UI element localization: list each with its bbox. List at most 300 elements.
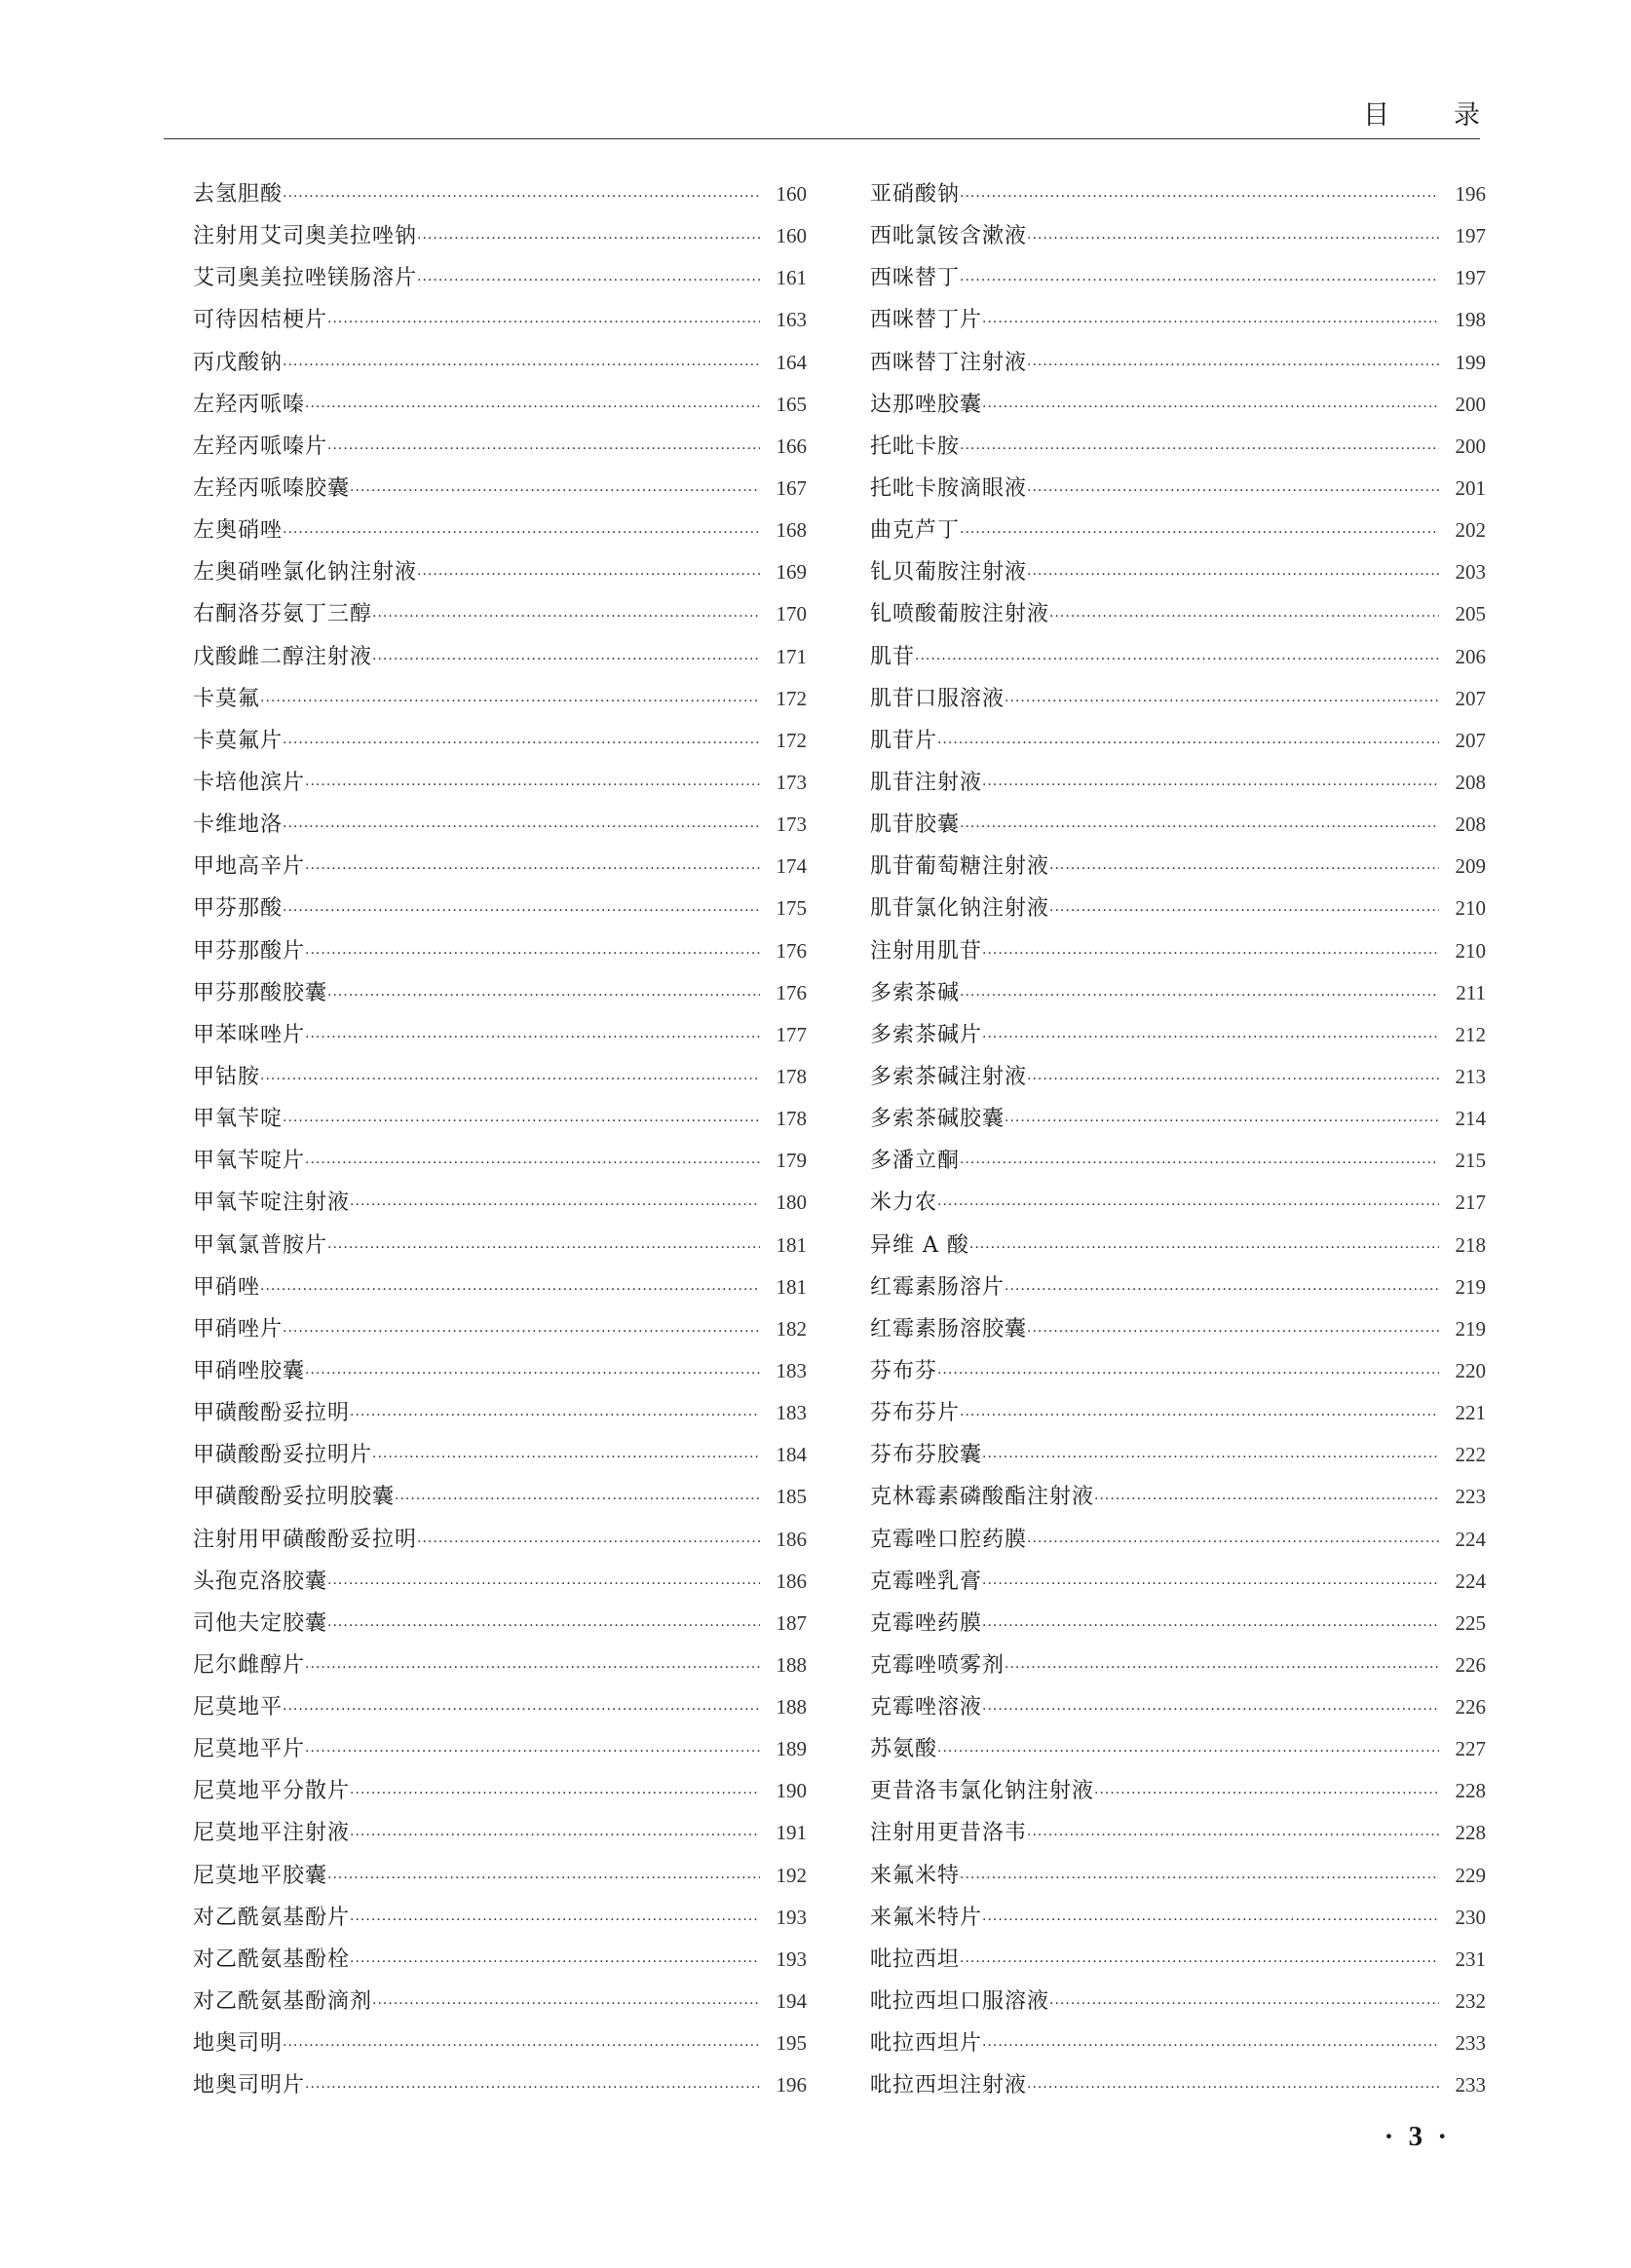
toc-entry bbox=[870, 215, 1486, 257]
toc-entry-page: 226 bbox=[1455, 1652, 1486, 1677]
toc-entry-page: 227 bbox=[1455, 1737, 1486, 1761]
toc-entry bbox=[193, 384, 807, 426]
toc-dot-leader bbox=[1027, 2067, 1439, 2109]
toc-entry bbox=[193, 1812, 807, 1854]
toc-dot-leader bbox=[1027, 345, 1439, 387]
toc-entry-title: 克霉唑喷雾剂 bbox=[870, 1652, 1005, 1678]
toc-entry-page: 179 bbox=[776, 1149, 807, 1173]
toc-entry-page: 197 bbox=[1455, 266, 1486, 290]
toc-entry-page: 218 bbox=[1455, 1232, 1486, 1257]
toc-dot-leader bbox=[283, 2025, 760, 2067]
toc-entry-title: 尼莫地平胶囊 bbox=[193, 1863, 328, 1888]
toc-dot-leader bbox=[305, 1017, 760, 1059]
toc-entry bbox=[870, 173, 1486, 215]
toc-entry-title: 芬布芬胶囊 bbox=[870, 1443, 983, 1468]
toc-entry-title: 肌苷胶囊 bbox=[870, 813, 961, 838]
toc-dot-leader bbox=[350, 1900, 760, 1942]
toc-entry-page: 188 bbox=[776, 1652, 807, 1677]
toc-dot-leader bbox=[350, 1773, 760, 1815]
toc-entry bbox=[193, 1728, 807, 1770]
toc-entry-page: 176 bbox=[776, 980, 807, 1004]
toc-entry-title: 甲芬那酸 bbox=[193, 896, 284, 922]
toc-dot-leader bbox=[1005, 1647, 1439, 1689]
toc-entry-page: 210 bbox=[1455, 938, 1486, 963]
toc-dot-leader bbox=[417, 260, 760, 302]
toc-entry bbox=[193, 551, 807, 593]
toc-entry-title: 托吡卡胺 bbox=[870, 434, 961, 459]
toc-entry-title: 戊酸雌二醇注射液 bbox=[193, 644, 373, 669]
toc-entry-title: 尼莫地平 bbox=[193, 1695, 284, 1720]
toc-dot-leader bbox=[305, 1731, 760, 1773]
toc-entry-page: 207 bbox=[1455, 728, 1486, 752]
toc-entry-title: 甲硝唑胶囊 bbox=[193, 1358, 306, 1383]
toc-entry-page: 233 bbox=[1455, 2073, 1486, 2098]
toc-entry-page: 177 bbox=[776, 1022, 807, 1046]
toc-entry-title: 钆贝葡胺注射液 bbox=[870, 560, 1028, 586]
toc-entry-title: 去氢胆酸 bbox=[193, 182, 284, 207]
toc-entry-page: 164 bbox=[776, 350, 807, 374]
toc-column-left bbox=[193, 173, 807, 2106]
toc-entry-page: 172 bbox=[776, 728, 807, 752]
toc-dot-leader bbox=[327, 302, 760, 344]
toc-entry-title: 卡维地洛 bbox=[193, 813, 284, 838]
toc-entry-title: 右酮洛芬氨丁三醇 bbox=[193, 602, 373, 627]
toc-entry bbox=[193, 1014, 807, 1056]
toc-entry bbox=[870, 1182, 1486, 1224]
toc-dot-leader bbox=[960, 1143, 1439, 1185]
toc-entry-title: 左奥硝唑氯化钠注射液 bbox=[193, 560, 418, 586]
toc-entry-page: 202 bbox=[1455, 518, 1486, 543]
toc-dot-leader bbox=[1027, 1059, 1439, 1101]
toc-dot-leader bbox=[260, 1269, 760, 1311]
toc-dot-leader bbox=[982, 1606, 1439, 1647]
toc-dot-leader bbox=[982, 302, 1439, 344]
toc-entry bbox=[870, 1350, 1486, 1392]
toc-entry-page: 230 bbox=[1455, 1905, 1486, 1929]
toc-entry-title: 多索茶碱注射液 bbox=[870, 1064, 1028, 1089]
toc-entry-page: 195 bbox=[776, 2031, 807, 2056]
toc-entry-title: 左羟丙哌嗪胶囊 bbox=[193, 475, 351, 501]
toc-entry bbox=[193, 1770, 807, 1812]
toc-entry-title: 芬布芬 bbox=[870, 1358, 938, 1383]
toc-entry-page: 190 bbox=[776, 1779, 807, 1803]
toc-entry bbox=[193, 720, 807, 762]
toc-entry-title: 西咪替丁 bbox=[870, 266, 961, 291]
toc-entry-title: 红霉素肠溶胶囊 bbox=[870, 1316, 1028, 1342]
toc-entry bbox=[193, 1266, 807, 1308]
toc-dot-leader bbox=[1027, 471, 1439, 512]
toc-dot-leader bbox=[982, 387, 1439, 429]
toc-entry bbox=[870, 2022, 1486, 2064]
toc-entry bbox=[193, 2022, 807, 2064]
toc-dot-leader bbox=[305, 765, 760, 807]
toc-dot-leader bbox=[982, 1689, 1439, 1731]
toc-entry bbox=[870, 1266, 1486, 1308]
toc-dot-leader bbox=[283, 512, 760, 554]
toc-dot-leader bbox=[372, 1437, 760, 1479]
toc-dot-leader bbox=[1027, 1815, 1439, 1857]
toc-dot-leader bbox=[305, 1353, 760, 1395]
toc-entry-page: 173 bbox=[776, 770, 807, 794]
toc-entry-page: 203 bbox=[1455, 560, 1486, 585]
toc-dot-leader bbox=[969, 1228, 1439, 1269]
toc-entry-title: 甲氧苄啶注射液 bbox=[193, 1191, 351, 1216]
toc-entry-page: 172 bbox=[776, 686, 807, 710]
toc-dot-leader bbox=[305, 933, 760, 975]
toc-entry bbox=[870, 762, 1486, 804]
toc-entry-title: 钆喷酸葡胺注射液 bbox=[870, 602, 1050, 627]
toc-dot-leader bbox=[305, 1143, 760, 1185]
toc-entry bbox=[870, 804, 1486, 846]
toc-entry bbox=[870, 1939, 1486, 1981]
toc-dot-leader bbox=[350, 1815, 760, 1857]
toc-entry-title: 卡莫氟片 bbox=[193, 728, 284, 753]
header-divider bbox=[164, 138, 1480, 139]
toc-entry bbox=[193, 1225, 807, 1266]
toc-entry bbox=[193, 257, 807, 299]
toc-entry bbox=[193, 1308, 807, 1350]
toc-entry-page: 178 bbox=[776, 1107, 807, 1131]
toc-dot-leader bbox=[960, 975, 1439, 1017]
toc-entry-page: 226 bbox=[1455, 1695, 1486, 1720]
toc-entry-page: 222 bbox=[1455, 1443, 1486, 1467]
toc-dot-leader bbox=[260, 681, 760, 723]
toc-dot-leader bbox=[283, 723, 760, 765]
toc-entry-title: 芬布芬片 bbox=[870, 1401, 961, 1426]
toc-entry bbox=[193, 299, 807, 341]
toc-entry bbox=[870, 299, 1486, 341]
toc-dot-leader bbox=[960, 1942, 1439, 1984]
toc-dot-leader bbox=[1027, 218, 1439, 260]
toc-entry-page: 199 bbox=[1455, 350, 1486, 374]
toc-entry-title: 注射用肌苷 bbox=[870, 938, 983, 964]
toc-entry bbox=[193, 468, 807, 510]
toc-dot-leader bbox=[327, 1228, 760, 1269]
toc-dot-leader bbox=[327, 1858, 760, 1900]
toc-entry bbox=[193, 1855, 807, 1897]
toc-entry bbox=[870, 1476, 1486, 1518]
toc-dot-leader bbox=[1094, 1773, 1439, 1815]
toc-entry-title: 甲氧苄啶 bbox=[193, 1107, 284, 1132]
toc-entry bbox=[193, 1056, 807, 1098]
toc-dot-leader bbox=[305, 2067, 760, 2109]
toc-dot-leader bbox=[283, 176, 760, 218]
toc-entry-title: 可待因桔梗片 bbox=[193, 308, 328, 333]
toc-dot-leader bbox=[982, 1437, 1439, 1479]
toc-dot-leader bbox=[327, 1564, 760, 1606]
toc-entry-page: 196 bbox=[776, 2073, 807, 2098]
toc-entry bbox=[193, 1350, 807, 1392]
toc-entry bbox=[193, 636, 807, 678]
toc-dot-leader bbox=[960, 429, 1439, 471]
toc-entry-page: 174 bbox=[776, 854, 807, 879]
toc-dot-leader bbox=[372, 639, 760, 681]
toc-dot-leader bbox=[982, 933, 1439, 975]
toc-entry-page: 193 bbox=[776, 1905, 807, 1929]
toc-entry-title: 来氟米特片 bbox=[870, 1905, 983, 1930]
toc-entry-title: 亚硝酸钠 bbox=[870, 182, 961, 207]
toc-entry-page: 173 bbox=[776, 813, 807, 837]
toc-dot-leader bbox=[937, 1353, 1439, 1395]
toc-entry-title: 甲钴胺 bbox=[193, 1064, 261, 1089]
toc-entry bbox=[193, 1434, 807, 1476]
toc-entry-title: 左奥硝唑 bbox=[193, 518, 284, 544]
toc-entry bbox=[870, 1981, 1486, 2022]
toc-entry-title: 尼莫地平注射液 bbox=[193, 1821, 351, 1846]
toc-entry-page: 201 bbox=[1455, 475, 1486, 500]
toc-entry bbox=[870, 1603, 1486, 1644]
toc-entry-page: 200 bbox=[1455, 392, 1486, 416]
toc-entry bbox=[193, 1561, 807, 1603]
toc-entry bbox=[870, 1686, 1486, 1728]
toc-entry-page: 161 bbox=[776, 266, 807, 290]
toc-entry bbox=[870, 1897, 1486, 1939]
toc-entry-title: 艾司奥美拉唑镁肠溶片 bbox=[193, 266, 418, 291]
toc-entry-title: 甲氧氯普胺片 bbox=[193, 1232, 328, 1258]
toc-entry-title: 尼尔雌醇片 bbox=[193, 1652, 306, 1678]
toc-dot-leader bbox=[915, 639, 1439, 681]
toc-dot-leader bbox=[960, 807, 1439, 849]
toc-entry-page: 219 bbox=[1455, 1316, 1486, 1341]
toc-entry-page: 223 bbox=[1455, 1485, 1486, 1509]
toc-entry bbox=[870, 384, 1486, 426]
toc-dot-leader bbox=[1049, 596, 1439, 638]
toc-entry bbox=[870, 1392, 1486, 1434]
toc-entry bbox=[193, 804, 807, 846]
toc-entry-page: 215 bbox=[1455, 1149, 1486, 1173]
toc-entry-page: 228 bbox=[1455, 1779, 1486, 1803]
toc-entry bbox=[870, 426, 1486, 468]
toc-entry-page: 165 bbox=[776, 392, 807, 416]
toc-entry bbox=[870, 1855, 1486, 1897]
toc-dot-leader bbox=[960, 260, 1439, 302]
toc-entry-page: 217 bbox=[1455, 1191, 1486, 1215]
toc-dot-leader bbox=[283, 890, 760, 932]
toc-entry-page: 186 bbox=[776, 1569, 807, 1593]
toc-dot-leader bbox=[982, 765, 1439, 807]
header-title-char-2: 录 bbox=[1454, 100, 1480, 131]
toc-entry-title: 甲苯咪唑片 bbox=[193, 1022, 306, 1047]
toc-entry-title: 头孢克洛胶囊 bbox=[193, 1569, 328, 1594]
toc-entry-title: 注射用更昔洛韦 bbox=[870, 1821, 1028, 1846]
toc-entry-title: 达那唑胶囊 bbox=[870, 392, 983, 417]
toc-entry-page: 169 bbox=[776, 560, 807, 585]
toc-entry-title: 左羟丙哌嗪片 bbox=[193, 434, 328, 459]
toc-dot-leader bbox=[1005, 681, 1439, 723]
toc-dot-leader bbox=[960, 512, 1439, 554]
toc-dot-leader bbox=[350, 1395, 760, 1437]
toc-dot-leader bbox=[960, 176, 1439, 218]
toc-entry-page: 187 bbox=[776, 1610, 807, 1635]
toc-entry-page: 200 bbox=[1455, 434, 1486, 458]
toc-entry-title: 甲磺酸酚妥拉明胶囊 bbox=[193, 1485, 396, 1510]
toc-dot-leader bbox=[327, 1606, 760, 1647]
toc-entry-page: 166 bbox=[776, 434, 807, 458]
toc-column-right bbox=[870, 173, 1486, 2106]
toc-entry bbox=[193, 215, 807, 257]
toc-dot-leader bbox=[283, 1311, 760, 1353]
toc-entry-title: 苏氨酸 bbox=[870, 1737, 938, 1762]
toc-entry-page: 181 bbox=[776, 1274, 807, 1299]
toc-entry-page: 184 bbox=[776, 1443, 807, 1467]
toc-entry bbox=[870, 1519, 1486, 1561]
toc-entry-page: 188 bbox=[776, 1695, 807, 1720]
toc-entry-page: 206 bbox=[1455, 644, 1486, 668]
toc-entry bbox=[870, 468, 1486, 510]
toc-dot-leader bbox=[937, 1731, 1439, 1773]
toc-entry-title: 地奥司明片 bbox=[193, 2073, 306, 2098]
toc-entry-page: 221 bbox=[1455, 1401, 1486, 1425]
toc-entry bbox=[193, 342, 807, 384]
toc-entry-page: 196 bbox=[1455, 182, 1486, 206]
toc-dot-leader bbox=[350, 1185, 760, 1227]
toc-dot-leader bbox=[283, 1689, 760, 1731]
toc-entry bbox=[870, 720, 1486, 762]
toc-entry bbox=[870, 636, 1486, 678]
toc-entry-title: 对乙酰氨基酚滴剂 bbox=[193, 1989, 373, 2015]
toc-entry bbox=[870, 888, 1486, 929]
toc-entry-title: 西咪替丁注射液 bbox=[870, 350, 1028, 375]
toc-entry-page: 209 bbox=[1455, 854, 1486, 879]
toc-entry-page: 197 bbox=[1455, 224, 1486, 248]
toc-entry-title: 红霉素肠溶片 bbox=[870, 1274, 1005, 1300]
toc-dot-leader bbox=[1027, 1311, 1439, 1353]
toc-entry-title: 卡莫氟 bbox=[193, 686, 261, 711]
toc-entry-title: 西吡氯铵含漱液 bbox=[870, 224, 1028, 249]
toc-entry bbox=[193, 1392, 807, 1434]
toc-entry-page: 167 bbox=[776, 475, 807, 500]
toc-entry-title: 肌苷葡萄糖注射液 bbox=[870, 854, 1050, 880]
toc-entry bbox=[870, 1561, 1486, 1603]
toc-entry-page: 186 bbox=[776, 1527, 807, 1551]
toc-entry bbox=[870, 2064, 1486, 2106]
toc-entry-page: 178 bbox=[776, 1064, 807, 1088]
toc-dot-leader bbox=[417, 1522, 760, 1564]
toc-entry-title: 甲硝唑 bbox=[193, 1274, 261, 1300]
toc-entry-title: 多索茶碱片 bbox=[870, 1022, 983, 1047]
page-header-title bbox=[1363, 94, 1480, 132]
toc-entry bbox=[193, 930, 807, 972]
toc-dot-leader bbox=[305, 1647, 760, 1689]
toc-dot-leader bbox=[283, 1101, 760, 1143]
toc-entry bbox=[193, 1644, 807, 1686]
toc-entry-title: 克霉唑口腔药膜 bbox=[870, 1527, 1028, 1552]
toc-entry-title: 西咪替丁片 bbox=[870, 308, 983, 333]
toc-dot-leader bbox=[1027, 1522, 1439, 1564]
toc-dot-leader bbox=[283, 345, 760, 387]
toc-entry-title: 克霉唑乳膏 bbox=[870, 1569, 983, 1594]
toc-entry-title: 尼莫地平分散片 bbox=[193, 1779, 351, 1804]
toc-entry-title: 吡拉西坦注射液 bbox=[870, 2073, 1028, 2098]
toc-entry-title: 肌苷注射液 bbox=[870, 770, 983, 795]
toc-entry bbox=[193, 1686, 807, 1728]
toc-entry bbox=[193, 1897, 807, 1939]
toc-dot-leader bbox=[327, 429, 760, 471]
toc-entry-title: 吡拉西坦 bbox=[870, 1947, 961, 1972]
toc-entry-title: 甲地高辛片 bbox=[193, 854, 306, 880]
toc-entry-title: 克林霉素磷酸酯注射液 bbox=[870, 1485, 1095, 1510]
toc-dot-leader bbox=[372, 596, 760, 638]
toc-dot-leader bbox=[937, 723, 1439, 765]
toc-entry-title: 来氟米特 bbox=[870, 1863, 961, 1888]
toc-entry bbox=[193, 2064, 807, 2106]
toc-entry-page: 168 bbox=[776, 518, 807, 543]
toc-entry-page: 183 bbox=[776, 1401, 807, 1425]
toc-dot-leader bbox=[350, 471, 760, 512]
toc-entry-title: 肌苷 bbox=[870, 644, 916, 669]
toc-dot-leader bbox=[1049, 890, 1439, 932]
toc-entry-page: 220 bbox=[1455, 1358, 1486, 1382]
toc-entry bbox=[870, 1644, 1486, 1686]
toc-entry bbox=[193, 426, 807, 468]
toc-dot-leader bbox=[350, 1942, 760, 1984]
toc-entry-title: 多索茶碱 bbox=[870, 980, 961, 1005]
toc-entry-page: 191 bbox=[776, 1821, 807, 1845]
toc-entry bbox=[193, 1140, 807, 1182]
toc-dot-leader bbox=[305, 387, 760, 429]
toc-dot-leader bbox=[982, 2025, 1439, 2067]
toc-entry-title: 注射用艾司奥美拉唑钠 bbox=[193, 224, 418, 249]
toc-entry-title: 吡拉西坦口服溶液 bbox=[870, 1989, 1050, 2015]
toc-entry-title: 对乙酰氨基酚片 bbox=[193, 1905, 351, 1930]
toc-entry-page: 171 bbox=[776, 644, 807, 668]
toc-entry-title: 甲磺酸酚妥拉明 bbox=[193, 1401, 351, 1426]
toc-entry bbox=[870, 972, 1486, 1014]
toc-entry-title: 丙戊酸钠 bbox=[193, 350, 284, 375]
toc-entry-title: 卡培他滨片 bbox=[193, 770, 306, 795]
toc-entry-page: 210 bbox=[1455, 896, 1486, 921]
toc-entry bbox=[193, 678, 807, 720]
toc-dot-leader bbox=[283, 807, 760, 849]
toc-entry bbox=[870, 1434, 1486, 1476]
toc-entry bbox=[870, 551, 1486, 593]
toc-entry bbox=[870, 257, 1486, 299]
toc-entry-title: 甲芬那酸胶囊 bbox=[193, 980, 328, 1005]
toc-entry-title: 托吡卡胺滴眼液 bbox=[870, 475, 1028, 501]
toc-entry-page: 208 bbox=[1455, 813, 1486, 837]
toc-entry bbox=[870, 678, 1486, 720]
toc-entry-title: 异维 A 酸 bbox=[870, 1232, 969, 1258]
toc-entry-page: 228 bbox=[1455, 1821, 1486, 1845]
toc-dot-leader bbox=[417, 554, 760, 596]
toc-entry bbox=[870, 1225, 1486, 1266]
toc-entry bbox=[193, 173, 807, 215]
toc-entry-page: 160 bbox=[776, 182, 807, 206]
toc-dot-leader bbox=[1005, 1269, 1439, 1311]
toc-entry bbox=[870, 1308, 1486, 1350]
header-title-char-1: 目 bbox=[1363, 100, 1389, 131]
toc-entry-page: 183 bbox=[776, 1358, 807, 1382]
toc-entry bbox=[193, 1476, 807, 1518]
toc-dot-leader bbox=[1027, 554, 1439, 596]
toc-dot-leader bbox=[395, 1479, 760, 1521]
toc-entry bbox=[193, 846, 807, 888]
toc-entry-page: 211 bbox=[1456, 980, 1486, 1004]
toc-entry bbox=[870, 1812, 1486, 1854]
toc-dot-leader bbox=[1005, 1101, 1439, 1143]
toc-entry-page: 182 bbox=[776, 1316, 807, 1341]
toc-entry-page: 189 bbox=[776, 1737, 807, 1761]
toc-entry bbox=[870, 1056, 1486, 1098]
toc-entry-page: 233 bbox=[1455, 2031, 1486, 2056]
toc-entry-title: 甲氧苄啶片 bbox=[193, 1149, 306, 1174]
toc-entry-page: 193 bbox=[776, 1947, 807, 1971]
toc-entry-page: 207 bbox=[1455, 686, 1486, 710]
toc-entry-page: 160 bbox=[776, 224, 807, 248]
toc-entry-title: 多索茶碱胶囊 bbox=[870, 1107, 1005, 1132]
toc-dot-leader bbox=[417, 218, 760, 260]
toc-dot-leader bbox=[1049, 1984, 1439, 2025]
